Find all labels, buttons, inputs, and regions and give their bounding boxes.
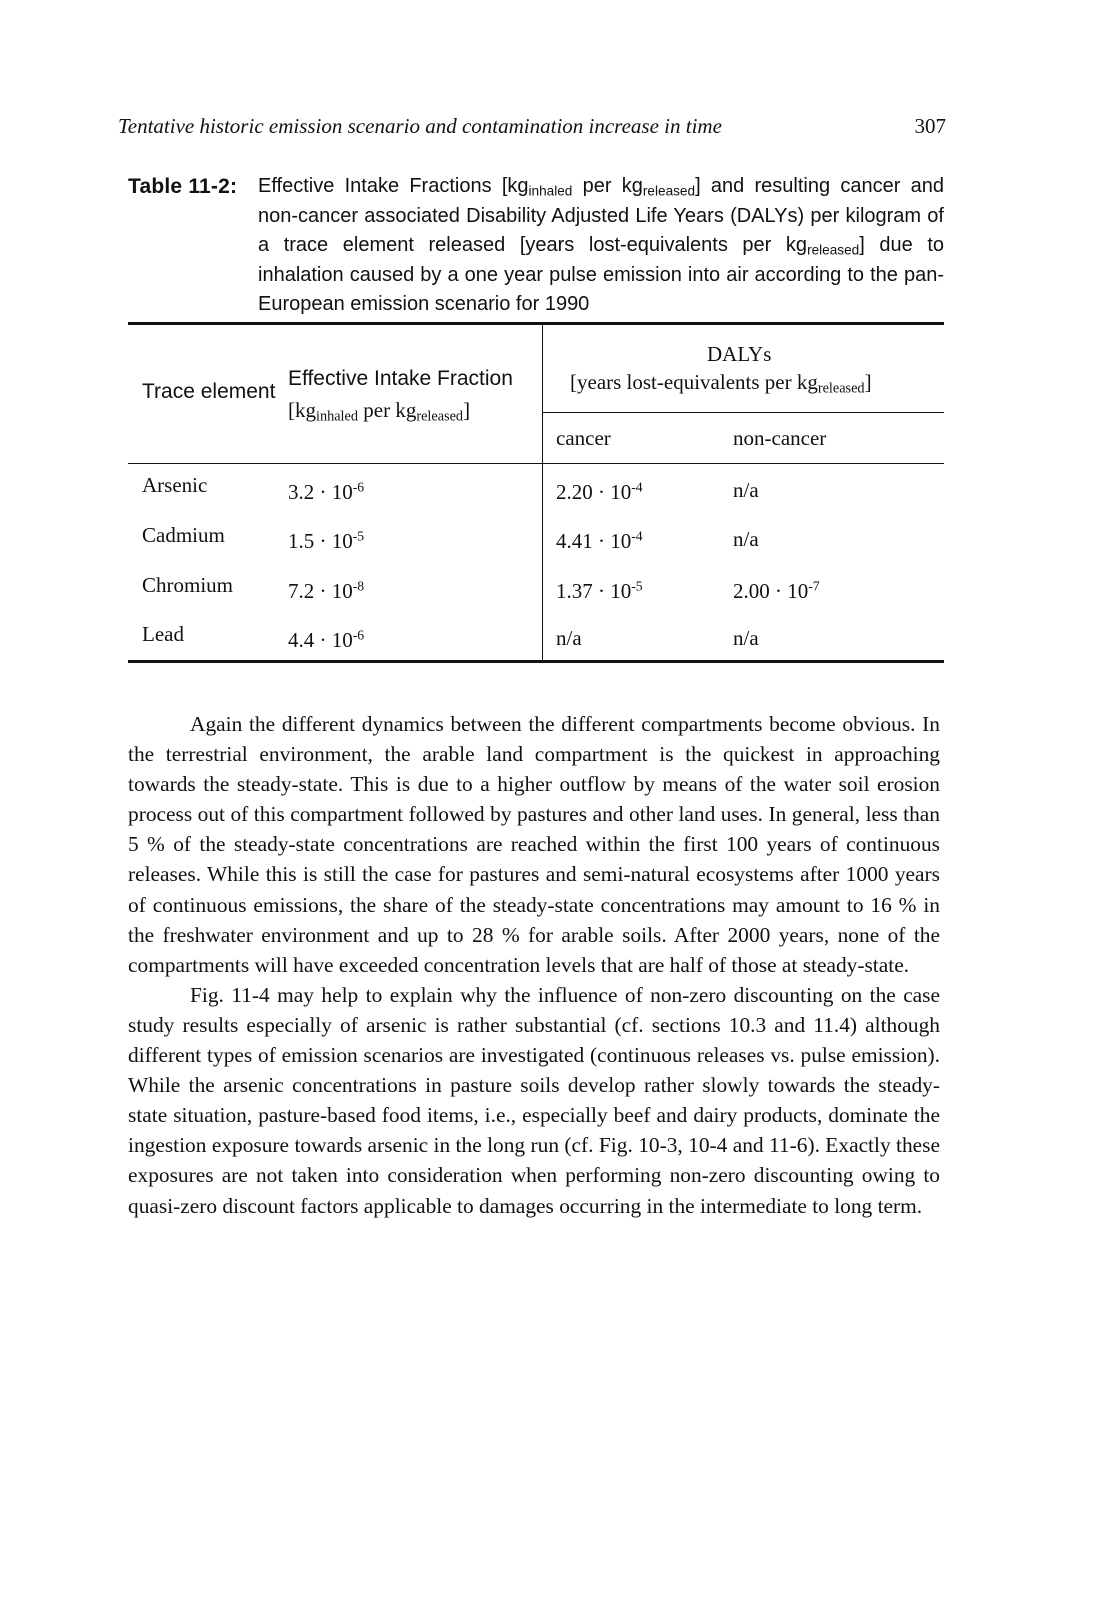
row-eif: [288, 628, 364, 653]
row-non-cancer: [733, 527, 759, 552]
row-cancer: [556, 480, 643, 505]
header-dalys-units-part: ]: [864, 370, 872, 394]
header-dalys: DALYs: [707, 342, 772, 366]
page-number: 307: [914, 114, 946, 138]
header-eif-units-sub: inhaled: [316, 408, 358, 425]
row-eif: [288, 529, 364, 554]
value-mantissa: 2.20 · 10: [556, 480, 632, 504]
value-exponent: -7: [808, 578, 820, 594]
header-trace-element: Trace element: [142, 380, 276, 403]
header-eif-units-part: ]: [463, 398, 471, 422]
value-mantissa: 3.2 · 10: [288, 480, 353, 504]
header-cancer: cancer: [556, 426, 611, 450]
value-exponent: -6: [352, 627, 365, 643]
caption-subscript: released: [807, 242, 860, 258]
value-mantissa: 4.41 · 10: [556, 529, 632, 553]
value-exponent: -4: [631, 528, 643, 544]
header-dalys-units-part: [years lost-equivalents per kg: [570, 370, 818, 394]
value-exponent: -8: [352, 578, 365, 594]
row-non-cancer: [733, 478, 759, 503]
caption-part: per kg: [572, 175, 643, 197]
row-cancer: [556, 579, 643, 604]
caption-part: ] and resulting cancer and non-cancer associated Disability Adjusted Life Years (DALYs) per kilogram of a trace element released [years lost-equivalents per kg: [258, 175, 944, 256]
row-cancer: [556, 529, 643, 554]
header-eif-units-sub: released: [416, 408, 464, 425]
value-mantissa: n/a: [733, 527, 759, 551]
caption-subscript: released: [642, 183, 696, 199]
value-exponent: -6: [352, 479, 365, 495]
header-dalys-units-sub: released: [817, 380, 865, 397]
header-eif: Effective Intake Fraction: [288, 367, 513, 390]
value-mantissa: n/a: [556, 626, 582, 650]
table-column-divider: [542, 325, 543, 660]
value-mantissa: 1.5 · 10: [288, 529, 353, 553]
row-non-cancer: [733, 626, 759, 651]
caption-part: Effective Intake Fractions [kg: [258, 175, 529, 197]
row-cancer: [556, 626, 582, 651]
row-eif: [288, 480, 364, 505]
header-dalys-units: [570, 370, 872, 395]
value-mantissa: 7.2 · 10: [288, 579, 353, 603]
row-element: Arsenic: [142, 473, 208, 497]
row-non-cancer: [733, 579, 820, 604]
caption-subscript: inhaled: [528, 183, 573, 199]
table-bottom-rule: [128, 660, 944, 663]
table-caption: [128, 172, 944, 320]
header-eif-units: [288, 398, 470, 423]
value-mantissa: n/a: [733, 626, 759, 650]
running-head: [118, 114, 946, 144]
body-text: [128, 709, 940, 1221]
value-mantissa: n/a: [733, 478, 759, 502]
value-exponent: -5: [352, 528, 365, 544]
row-element: Lead: [142, 622, 184, 646]
value-mantissa: 1.37 · 10: [556, 579, 632, 603]
header-bottom-rule: [128, 463, 944, 464]
value-exponent: -4: [631, 479, 643, 495]
value-mantissa: 2.00 · 10: [733, 579, 809, 603]
body-paragraph: Again the different dynamics between the different compartments become obvious. In the terrestrial environment, the arable land compartment is the quickest in approaching towards the steady-state. This is due to a higher outflow by means of the water soil erosion process out of this compartment followed by pastures and other land uses. In general, less than 5 % of the steady-state concentrations are reached within the first 100 years of continuous releases. While this is still the case for pastures and semi-natural ecosystems after 1000 years of continuous emissions, the share of the steady-state concentrations may amount to 16 % in the freshwater environment and up to 28 % for arable soils. After 2000 years, none of the compartments will have exceeded concentration levels that are half of those at steady-state.: [128, 712, 940, 977]
dalys-subheader-rule: [542, 412, 944, 413]
table-top-rule: [128, 322, 944, 325]
body-paragraph: Fig. 11-4 may help to explain why the influence of non-zero discounting on the case study results especially of arsenic is rather substantial (cf. sections 10.3 and 11.4) although different types of emission scenarios are investigated (continuous releases vs. pulse emission). While the arsenic concentrations in pasture soils develop rather slowly towards the steady-state situation, pasture-based food items, i.e., especially beef and dairy products, dominate the ingestion exposure towards arsenic in the long run (cf. Fig. 10-3, 10-4 and 11-6). Exactly these exposures are not taken into consideration when performing non-zero discounting owing to quasi-zero discount factors applicable to damages occurring in the intermediate to long term.: [128, 982, 940, 1218]
table-label: Table 11-2:: [128, 175, 238, 198]
value-mantissa: 4.4 · 10: [288, 628, 353, 652]
running-head-title: Tentative historic emission scenario and contamination increase in time: [118, 114, 722, 138]
row-eif: [288, 579, 364, 604]
header-eif-units-part: [kg: [288, 398, 316, 422]
header-non-cancer: non-cancer: [733, 426, 827, 450]
caption-part: ] due to inhalation caused by a one year pulse emission into air according to the pan-European emission scenario for 1990: [258, 234, 945, 315]
row-element: Cadmium: [142, 523, 225, 547]
value-exponent: -5: [631, 578, 643, 594]
row-element: Chromium: [142, 573, 234, 597]
table-caption-text: [258, 172, 944, 320]
header-eif-units-part: per kg: [358, 398, 417, 422]
